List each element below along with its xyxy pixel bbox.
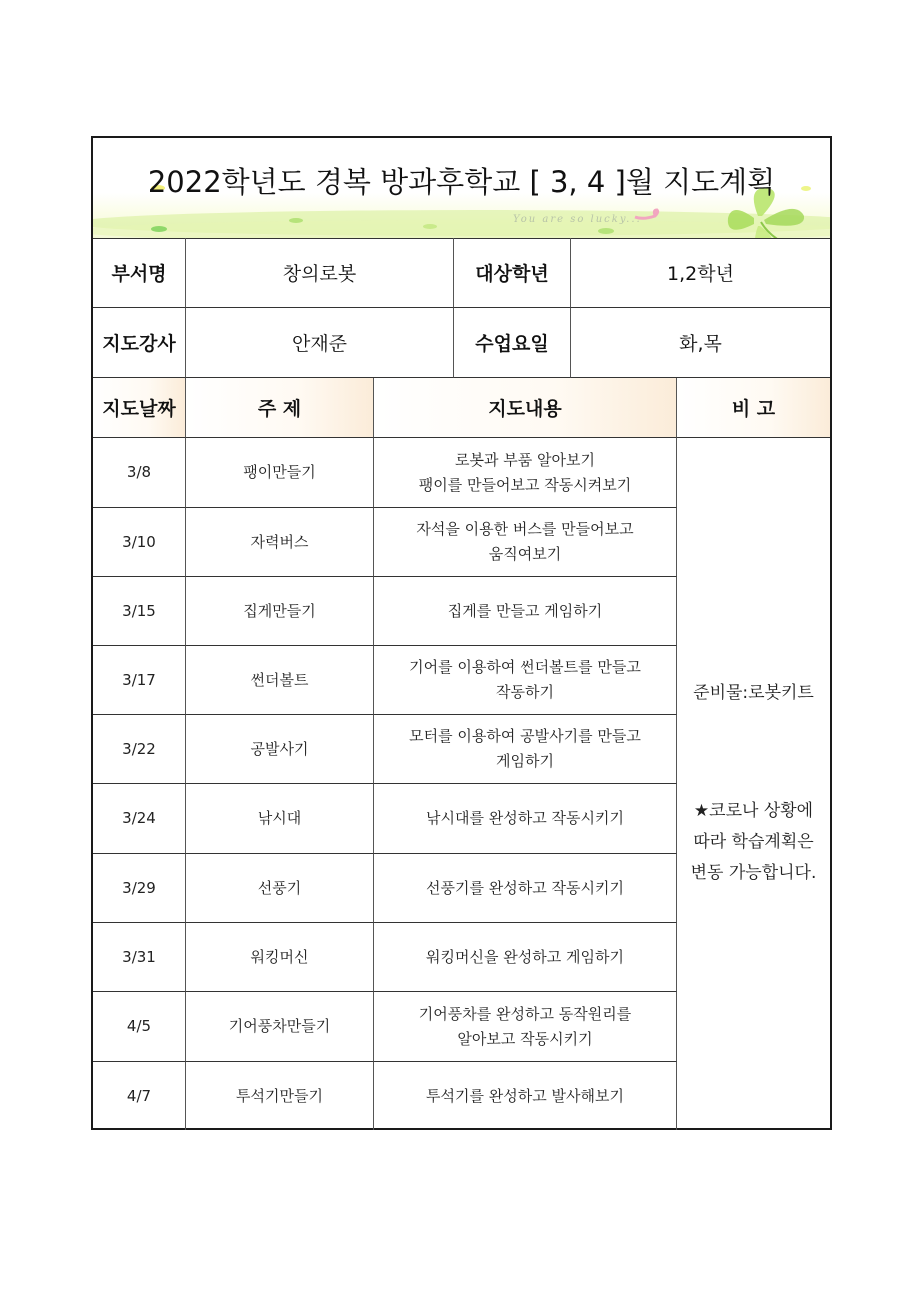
content-line: 팽이를 만들어보고 작동시켜보기: [418, 475, 632, 494]
department-label: 부서명: [93, 238, 186, 308]
content-line: 낚시대를 완성하고 작동시키기: [426, 809, 624, 827]
row-content: [374, 854, 677, 923]
class-days-value: 화,목: [571, 308, 830, 378]
content-line: 자석을 이용한 버스를 만들어보고: [416, 520, 634, 538]
row-topic: 투석기만들기: [186, 1062, 374, 1130]
content-line: 선풍기를 완성하고 작동시키기: [426, 878, 624, 897]
content-line: 작동하기: [496, 683, 554, 701]
row-date: 3/22: [93, 715, 186, 784]
content-line: 알아보고 작동시키기: [457, 1029, 593, 1048]
content-line: 워킹머신을 완성하고 게임하기: [426, 947, 624, 966]
lesson-plan-document: [91, 136, 832, 1130]
class-days-label: 수업요일: [454, 308, 571, 378]
content-line: 게임하기: [496, 752, 554, 770]
banner-dot: [598, 228, 614, 234]
row-date: 3/10: [93, 508, 186, 577]
banner-tagline: You are so lucky...: [513, 214, 642, 225]
row-date: 4/7: [93, 1062, 186, 1130]
instructor-value: 안재준: [186, 308, 454, 378]
header-topic: 주 제: [186, 378, 374, 438]
info-section: [93, 238, 830, 377]
row-topic: 집게만들기: [186, 577, 374, 646]
row-topic: 선풍기: [186, 854, 374, 923]
row-topic: 자력버스: [186, 508, 374, 577]
row-topic: 낚시대: [186, 784, 374, 854]
header-content: 지도내용: [374, 378, 677, 438]
remarks-cell: [677, 438, 830, 1130]
row-topic: 팽이만들기: [186, 438, 374, 508]
row-content: [374, 1062, 677, 1130]
row-content: [374, 784, 677, 854]
content-line: 집게를 만들고 게임하기: [447, 601, 603, 620]
notice-line: ★코로나 상황에: [693, 801, 814, 821]
banner-dot: [289, 218, 303, 223]
notice-line: 변동 가능합니다.: [690, 863, 817, 883]
target-grade-value: 1,2학년: [571, 238, 830, 308]
schedule-body: [93, 438, 830, 1130]
content-line: 모터를 이용하여 공발사기를 만들고: [409, 727, 641, 745]
row-content: [374, 577, 677, 646]
notice-line: 따라 학습계획은: [693, 832, 814, 852]
row-date: 3/31: [93, 923, 186, 992]
row-content: [374, 438, 677, 508]
materials-note: 준비물:로봇키트: [693, 683, 814, 703]
heart-icon: [633, 208, 663, 222]
row-content: [374, 508, 677, 577]
page-title: 2022학년도 경복 방과후학교 [ 3, 4 ]월 지도계획: [147, 165, 776, 199]
row-date: 3/24: [93, 784, 186, 854]
content-line: 기어를 이용하여 썬더볼트를 만들고: [409, 658, 641, 676]
row-topic: 워킹머신: [186, 923, 374, 992]
row-topic: 기어풍차만들기: [186, 992, 374, 1062]
row-date: 3/8: [93, 438, 186, 508]
department-value: 창의로봇: [186, 238, 454, 308]
row-date: 3/29: [93, 854, 186, 923]
content-line: 투석기를 완성하고 발사해보기: [426, 1086, 624, 1105]
row-date: 3/15: [93, 577, 186, 646]
row-content: [374, 715, 677, 784]
content-line: 로봇과 부품 알아보기: [455, 450, 595, 469]
row-topic: 썬더볼트: [186, 646, 374, 715]
instructor-label: 지도강사: [93, 308, 186, 378]
row-content: [374, 646, 677, 715]
schedule-header-row: [93, 378, 830, 438]
banner-dot: [423, 224, 437, 229]
target-grade-label: 대상학년: [454, 238, 571, 308]
row-content: [374, 923, 677, 992]
row-content: [374, 992, 677, 1062]
row-date: 4/5: [93, 992, 186, 1062]
banner-dot: [151, 226, 167, 232]
header-date: 지도날짜: [93, 378, 186, 438]
notice-note: [677, 796, 830, 889]
content-line: 움직여보기: [488, 545, 562, 563]
row-date: 3/17: [93, 646, 186, 715]
content-line: 기어풍차를 완성하고 동작원리를: [418, 1004, 632, 1023]
row-topic: 공발사기: [186, 715, 374, 784]
title-banner: [93, 138, 830, 239]
header-remarks: 비 고: [677, 378, 830, 438]
